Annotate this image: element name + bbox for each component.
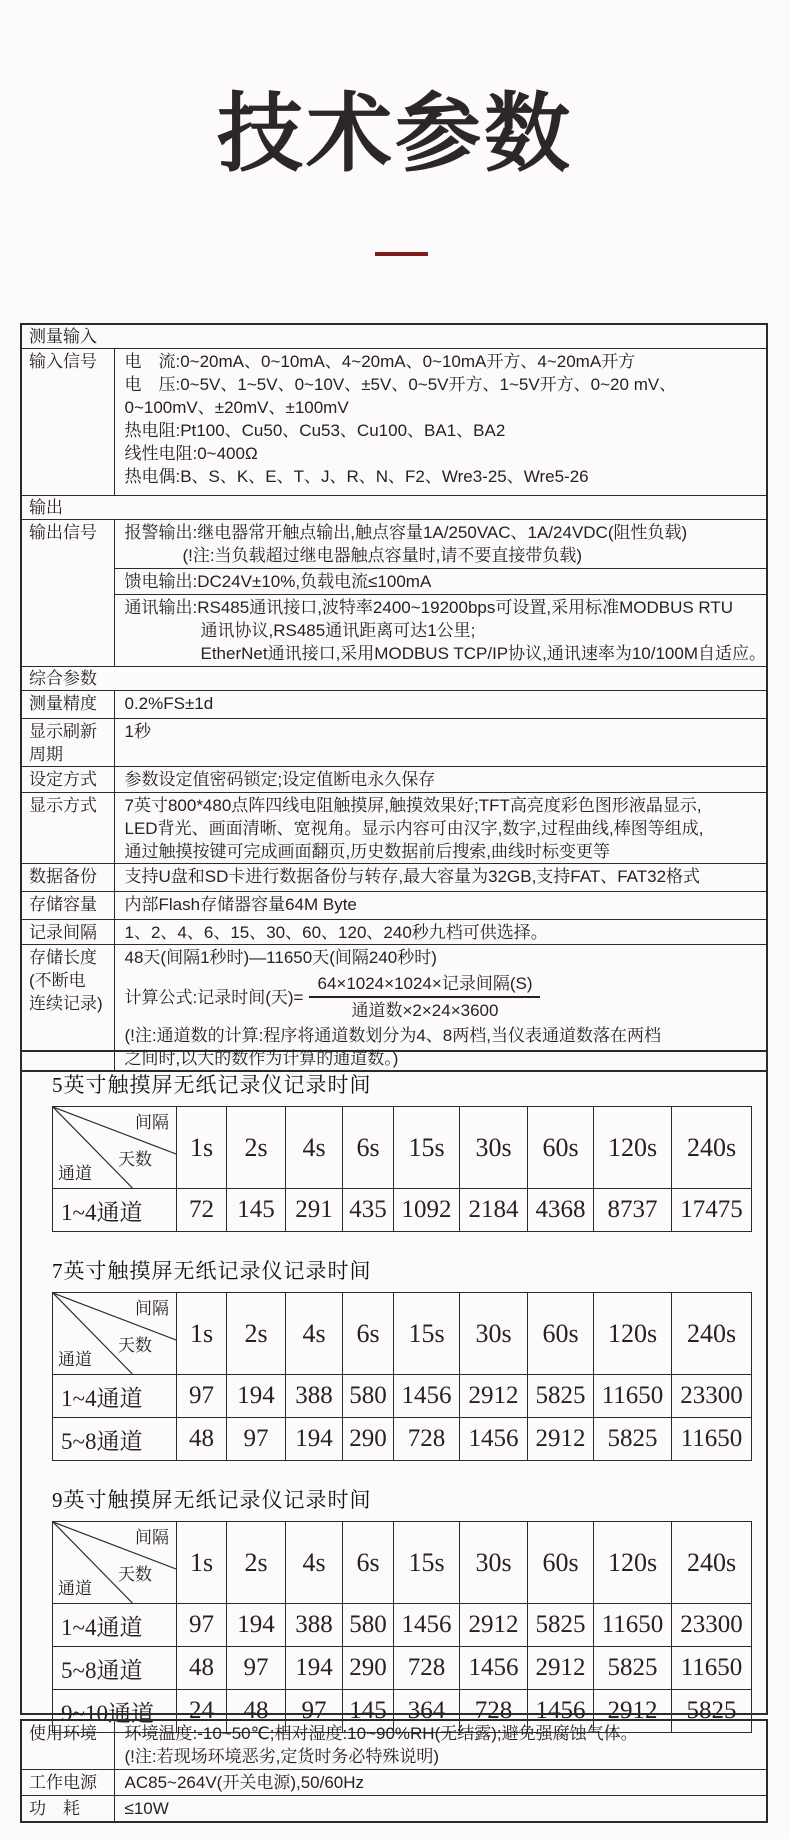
corner-label-interval: 间隔 — [135, 1113, 169, 1132]
days-value-cell: 1456 — [460, 1647, 528, 1690]
interval-column-header: 60s — [528, 1522, 594, 1604]
row-label-refresh — [21, 719, 114, 767]
channel-row-label: 1~4通道 — [53, 1189, 177, 1232]
section-header-general: 综合参数 — [21, 667, 767, 691]
interval-column-header: 15s — [394, 1107, 460, 1189]
page-title: 技术参数 — [217, 86, 573, 182]
days-value-cell: 2912 — [594, 1690, 672, 1733]
row-label-capacity: 存储容量 — [21, 892, 114, 920]
channel-row-label: 5~8通道 — [53, 1418, 177, 1461]
days-value-cell: 5825 — [594, 1418, 672, 1461]
capacity-value: 内部Flash存储器容量64M Byte — [114, 892, 767, 920]
display-line: 通过触摸按键可完成画面翻页,历史数据前后搜索,曲线时标变更等 — [124, 842, 610, 861]
row-label-output-signal: 输出信号 — [21, 520, 114, 667]
days-value-cell: 24 — [177, 1690, 227, 1733]
days-value-cell: 17475 — [672, 1189, 752, 1232]
display-line: 7英寸800*480点阵四线电阻触摸屏,触摸效果好;TFT高亮度彩色图形液晶显示, — [124, 796, 702, 815]
channel-row-label: 5~8通道 — [53, 1647, 177, 1690]
environment-value — [114, 1720, 767, 1770]
interval-column-header: 4s — [286, 1107, 343, 1189]
row-label-accuracy: 测量精度 — [21, 691, 114, 719]
row-label-environment: 使用环境 — [21, 1720, 114, 1770]
days-value-cell: 72 — [177, 1189, 227, 1232]
formula-fraction — [309, 972, 540, 1022]
days-value-cell: 97 — [227, 1418, 286, 1461]
interval-column-header: 120s — [594, 1107, 672, 1189]
days-value-cell: 48 — [177, 1647, 227, 1690]
interval-column-header: 240s — [672, 1293, 752, 1375]
days-value-cell: 2912 — [528, 1647, 594, 1690]
days-value-cell: 290 — [343, 1418, 394, 1461]
recording-table-row — [53, 1647, 752, 1690]
row-label-display: 显示方式 — [21, 793, 114, 864]
interval-column-header: 6s — [343, 1293, 394, 1375]
days-value-cell: 290 — [343, 1647, 394, 1690]
interval-column-header: 30s — [460, 1293, 528, 1375]
days-value-cell: 97 — [177, 1604, 227, 1647]
days-value-cell: 194 — [286, 1418, 343, 1461]
days-value-cell: 388 — [286, 1375, 343, 1418]
interval-column-header: 60s — [528, 1107, 594, 1189]
channel-row-label: 1~4通道 — [53, 1375, 177, 1418]
corner-label-channel: 通道 — [58, 1164, 92, 1183]
interval-column-header: 240s — [672, 1107, 752, 1189]
section-header-measure-input: 测量输入 — [21, 324, 767, 349]
corner-label-channel: 通道 — [58, 1350, 92, 1369]
interval-column-header: 4s — [286, 1522, 343, 1604]
corner-label-days: 天数 — [118, 1150, 152, 1169]
interval-column-header: 2s — [227, 1522, 286, 1604]
comm-output-value — [114, 595, 767, 667]
days-value-cell: 728 — [394, 1647, 460, 1690]
corner-cell — [53, 1107, 177, 1189]
storage-label-line: 连续记录) — [29, 994, 103, 1013]
storage-formula — [125, 972, 761, 1022]
interval-column-header: 120s — [594, 1293, 672, 1375]
days-value-cell: 5825 — [594, 1647, 672, 1690]
corner-cell — [53, 1293, 177, 1375]
days-value-cell: 728 — [460, 1690, 528, 1733]
title-accent-divider — [375, 252, 428, 256]
refresh-label-line: 周期 — [29, 745, 63, 764]
interval-column-header: 30s — [460, 1522, 528, 1604]
input-signal-line: 0~100mV、±20mV、±100mV — [124, 398, 349, 417]
input-signal-line: 热电阻:Pt100、Cu50、Cu53、Cu100、BA1、BA2 — [124, 421, 506, 440]
days-value-cell: 4368 — [528, 1189, 594, 1232]
days-value-cell: 23300 — [672, 1604, 752, 1647]
days-value-cell: 145 — [343, 1690, 394, 1733]
recording-table-row — [53, 1604, 752, 1647]
days-value-cell: 580 — [343, 1375, 394, 1418]
rec-table-title-5inch: 5英寸触摸屏无纸记录仪记录时间 — [52, 1073, 372, 1097]
storage-label-line: (不断电 — [29, 971, 86, 990]
alarm-output-value — [114, 520, 767, 569]
days-value-cell: 145 — [227, 1189, 286, 1232]
row-label-power: 工作电源 — [21, 1770, 114, 1796]
days-value-cell: 194 — [286, 1647, 343, 1690]
comm-output-line: 通讯协议,RS485通讯距离可达1公里; — [200, 621, 476, 640]
days-value-cell: 23300 — [672, 1375, 752, 1418]
recording-table-7inch — [52, 1292, 752, 1461]
interval-column-header: 1s — [177, 1293, 227, 1375]
days-value-cell: 48 — [227, 1690, 286, 1733]
rec-table-title-7inch: 7英寸触摸屏无纸记录仪记录时间 — [52, 1259, 372, 1283]
days-value-cell: 2912 — [460, 1604, 528, 1647]
refresh-label-line: 显示刷新 — [29, 722, 97, 741]
interval-column-header: 6s — [343, 1522, 394, 1604]
recording-table-5inch — [52, 1106, 752, 1232]
days-value-cell: 1456 — [528, 1690, 594, 1733]
days-value-cell: 435 — [343, 1189, 394, 1232]
days-value-cell: 5825 — [672, 1690, 752, 1733]
recording-tables-box — [20, 1050, 768, 1726]
rec-table-title-9inch: 9英寸触摸屏无纸记录仪记录时间 — [52, 1488, 372, 1512]
accuracy-value: 0.2%FS±1d — [114, 691, 767, 719]
days-value-cell: 8737 — [594, 1189, 672, 1232]
recording-table-9inch — [52, 1521, 752, 1733]
days-value-cell: 97 — [227, 1647, 286, 1690]
refresh-value: 1秒 — [114, 719, 767, 767]
days-value-cell: 48 — [177, 1418, 227, 1461]
interval-column-header: 15s — [394, 1293, 460, 1375]
interval-column-header: 4s — [286, 1293, 343, 1375]
setting-value: 参数设定值密码锁定;设定值断电永久保存 — [114, 767, 767, 793]
display-value — [114, 793, 767, 864]
comm-output-line: EtherNet通讯接口,采用MODBUS TCP/IP协议,通讯速率为10/100M自适应。 — [200, 644, 767, 663]
backup-value: 支持U盘和SD卡进行数据备份与转存,最大容量为32GB,支持FAT、FAT32格式 — [114, 864, 767, 892]
input-signal-line: 热电偶:B、S、K、E、T、J、R、N、F2、Wre3-25、Wre5-26 — [124, 467, 589, 486]
interval-column-header: 6s — [343, 1107, 394, 1189]
interval-column-header: 1s — [177, 1107, 227, 1189]
display-line: LED背光、画面清晰、宽视角。显示内容可由汉字,数字,过程曲线,棒图等组成, — [124, 819, 704, 838]
corner-label-interval: 间隔 — [135, 1528, 169, 1547]
days-value-cell: 728 — [394, 1418, 460, 1461]
days-value-cell: 194 — [227, 1604, 286, 1647]
row-label-setting: 设定方式 — [21, 767, 114, 793]
interval-value: 1、2、4、6、15、30、60、120、240秒九档可供选择。 — [114, 920, 767, 945]
row-label-consumption: 功 耗 — [21, 1796, 114, 1823]
days-value-cell: 2912 — [528, 1418, 594, 1461]
row-label-backup: 数据备份 — [21, 864, 114, 892]
alarm-output-note: (!注:当负载超过继电器触点容量时,请不要直接带负载) — [182, 546, 582, 565]
days-value-cell: 580 — [343, 1604, 394, 1647]
feed-output-line: 馈电输出:DC24V±10%,负载电流≤100mA — [124, 572, 432, 591]
days-value-cell: 11650 — [672, 1647, 752, 1690]
corner-label-channel: 通道 — [58, 1579, 92, 1598]
environment-table — [20, 1719, 768, 1823]
power-value: AC85~264V(开关电源),50/60Hz — [114, 1770, 767, 1796]
days-value-cell: 5825 — [528, 1604, 594, 1647]
interval-column-header: 1s — [177, 1522, 227, 1604]
input-signal-line: 电 流:0~20mA、0~10mA、4~20mA、0~10mA开方、4~20mA开方 — [124, 352, 636, 371]
corner-cell — [53, 1522, 177, 1604]
formula-denominator: 通道数×2×24×3600 — [351, 1001, 499, 1020]
days-value-cell: 11650 — [672, 1418, 752, 1461]
recording-table-row — [53, 1189, 752, 1232]
row-label-input-signal: 输入信号 — [21, 349, 114, 496]
formula-prefix: 计算公式:记录时间(天)= — [124, 987, 304, 1007]
storage-range-line: 48天(间隔1秒时)—11650天(间隔240秒时) — [124, 948, 437, 967]
corner-label-days: 天数 — [118, 1336, 152, 1355]
interval-column-header: 2s — [227, 1107, 286, 1189]
interval-column-header: 120s — [594, 1522, 672, 1604]
input-signal-value — [114, 349, 767, 496]
channel-row-label: 1~4通道 — [53, 1604, 177, 1647]
days-value-cell: 97 — [177, 1375, 227, 1418]
days-value-cell: 11650 — [594, 1604, 672, 1647]
interval-column-header: 240s — [672, 1522, 752, 1604]
days-value-cell: 1456 — [394, 1375, 460, 1418]
spec-table — [20, 323, 768, 1072]
corner-label-interval: 间隔 — [135, 1299, 169, 1318]
recording-table-row — [53, 1418, 752, 1461]
channel-row-label: 9~10通道 — [53, 1690, 177, 1733]
interval-column-header: 30s — [460, 1107, 528, 1189]
environment-line: 环境温度:-10~50℃;相对湿度:10~90%RH(无结露);避免强腐蚀气体。 — [124, 1724, 638, 1743]
interval-column-header: 15s — [394, 1522, 460, 1604]
days-value-cell: 194 — [227, 1375, 286, 1418]
days-value-cell: 97 — [286, 1690, 343, 1733]
consumption-value: ≤10W — [114, 1796, 767, 1823]
environment-note: (!注:若现场环境恶劣,定货时务必特殊说明) — [124, 1747, 439, 1766]
storage-note-line: (!注:通道数的计算:程序将通道数划分为4、8两档,当仪表通道数落在两档 — [124, 1026, 661, 1045]
days-value-cell: 364 — [394, 1690, 460, 1733]
days-value-cell: 2184 — [460, 1189, 528, 1232]
input-signal-line: 线性电阻:0~400Ω — [124, 444, 258, 463]
days-value-cell: 11650 — [594, 1375, 672, 1418]
storage-note-line: 之间时,以大的数作为计算的通道数。) — [124, 1049, 399, 1068]
row-label-interval: 记录间隔 — [21, 920, 114, 945]
days-value-cell: 1092 — [394, 1189, 460, 1232]
interval-column-header: 60s — [528, 1293, 594, 1375]
days-value-cell: 1456 — [394, 1604, 460, 1647]
corner-label-days: 天数 — [118, 1565, 152, 1584]
recording-table-row — [53, 1375, 752, 1418]
interval-column-header: 2s — [227, 1293, 286, 1375]
feed-output-value — [114, 569, 767, 595]
alarm-output-line: 报警输出:继电器常开触点输出,触点容量1A/250VAC、1A/24VDC(阻性负载) — [124, 523, 688, 542]
formula-numerator: 64×1024×1024×记录间隔(S) — [309, 972, 540, 998]
days-value-cell: 2912 — [460, 1375, 528, 1418]
storage-label-line: 存储长度 — [29, 948, 97, 967]
days-value-cell: 1456 — [460, 1418, 528, 1461]
section-header-output: 输出 — [21, 496, 767, 520]
input-signal-line: 电 压:0~5V、1~5V、0~10V、±5V、0~5V开方、1~5V开方、0~20 mV、 — [124, 375, 677, 394]
days-value-cell: 388 — [286, 1604, 343, 1647]
comm-output-line: 通讯输出:RS485通讯接口,波特率2400~19200bps可设置,采用标准MODBUS RTU — [124, 598, 734, 617]
days-value-cell: 291 — [286, 1189, 343, 1232]
days-value-cell: 5825 — [528, 1375, 594, 1418]
